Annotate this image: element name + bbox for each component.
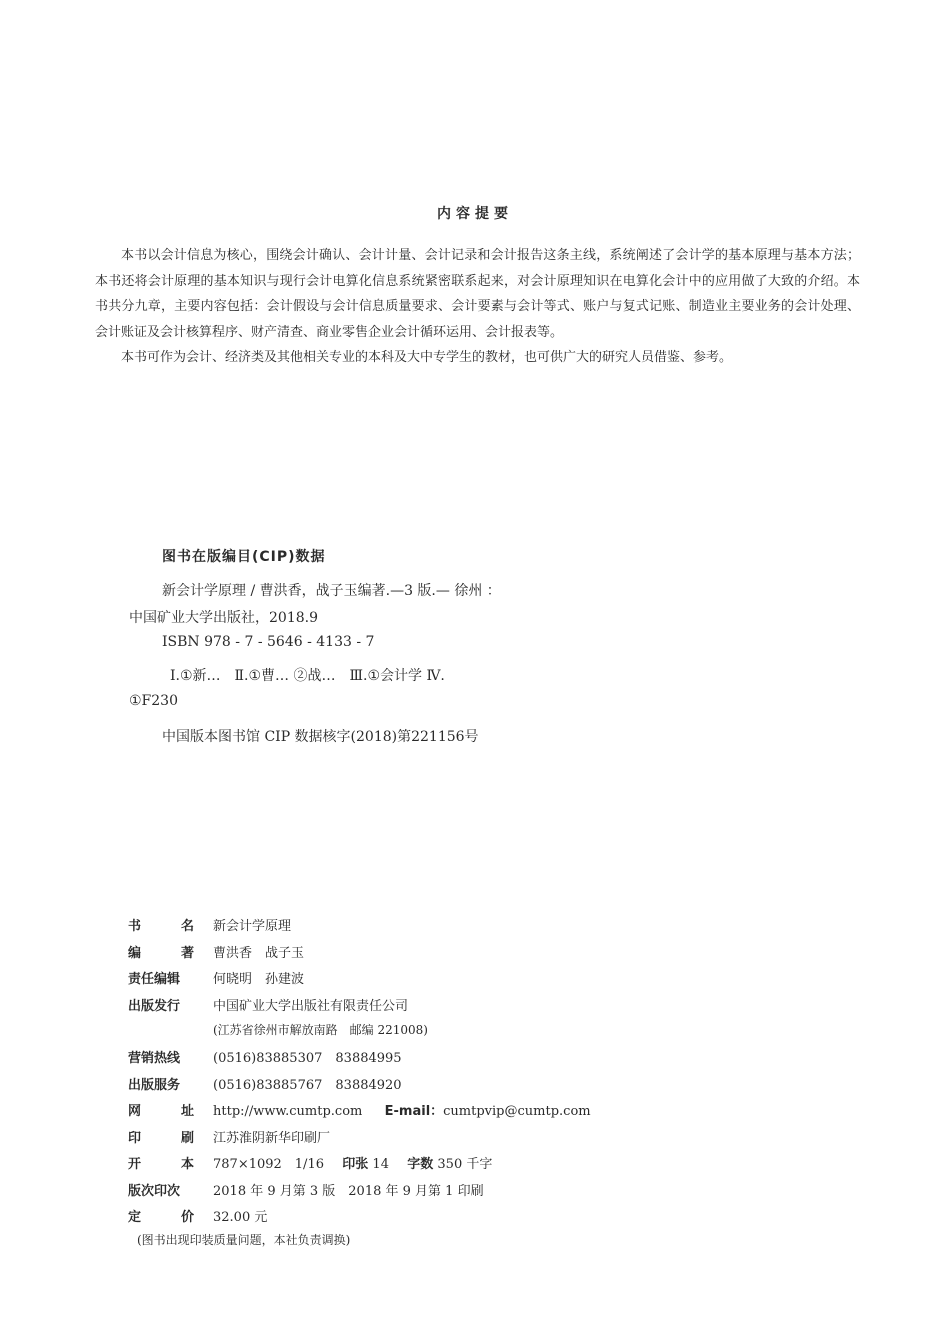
value-authors: 曹洪香 战子玉 [213, 946, 305, 961]
website-link[interactable]: http://www.cumtp.com [213, 1104, 363, 1119]
label-editors: 责任编辑 [128, 972, 181, 987]
cip-title: 图书在版编目(CIP)数据 [162, 549, 326, 565]
publisher-address: (江苏省徐州市解放南路 邮编 221008) [213, 1023, 428, 1037]
sheets-label: 印张 [342, 1157, 369, 1172]
cip-class-code: ①F230 [129, 693, 178, 709]
label-format: 开 本 [128, 1157, 194, 1172]
label-price: 定 价 [128, 1210, 194, 1225]
value-service: (0516)83885767 83884920 [213, 1078, 402, 1093]
label-service: 出版服务 [128, 1078, 181, 1093]
value-hotline: (0516)83885307 83884995 [213, 1051, 402, 1066]
value-format [213, 1153, 492, 1172]
email-link[interactable]: cumtpvip@cumtp.com [443, 1104, 591, 1119]
summary-paragraph-1: 本书以会计信息为核心，围绕会计确认、会计计量、会计记录和会计报告这条主线，系统阐述了会计学的基本原理与基本方法；本书还将会计原理的基本知识与现行会计电算化信息系统紧密联系起来，对会计原理知识在电算化会计中的应用做了大致的介绍。本书共分九章，主要内容包括：会计假设与会计信息质量要求、会计要素与会计等式、账户与复式记账、制造业主要业务的会计处理、会计账证及会计核算程序、财产清查、商业零售企业会计循环运用、会计报表等。 [95, 248, 860, 340]
label-edition: 版次印次 [128, 1184, 181, 1199]
cip-isbn: ISBN 978 - 7 - 5646 - 4133 - 7 [162, 634, 375, 650]
summary-paragraph-2: 本书可作为会计、经济类及其他相关专业的本科及大中专学生的教材，也可供广大的研究人员借鉴、参考。 [121, 350, 733, 365]
value-publisher: 中国矿业大学出版社有限责任公司 [213, 999, 409, 1014]
label-authors: 编 著 [128, 946, 194, 961]
value-edition: 2018 年 9 月第 3 版 2018 年 9 月第 1 印刷 [213, 1184, 484, 1199]
label-printer: 印 刷 [128, 1131, 194, 1146]
words-value: 350 千字 [437, 1157, 493, 1172]
value-printer: 江苏淮阴新华印刷厂 [213, 1131, 331, 1146]
cip-classification: Ⅰ.①新… Ⅱ.①曹… ②战… Ⅲ.①会计学 Ⅳ. [170, 668, 445, 684]
email-label: E-mail： [384, 1104, 444, 1119]
cip-verification: 中国版本图书馆 CIP 数据核字(2018)第221156号 [162, 729, 479, 745]
cip-line-2: 中国矿业大学出版社，2018.9 [129, 610, 318, 626]
label-publisher: 出版发行 [128, 999, 181, 1014]
value-website [213, 1100, 591, 1119]
cip-line-1: 新会计学原理 / 曹洪香，战子玉编著.—3 版.— 徐州 ： [162, 583, 501, 599]
value-editors: 何晓明 孙建波 [213, 972, 305, 987]
label-website: 网 址 [128, 1104, 194, 1119]
quality-note: (图书出现印装质量问题，本社负责调换) [137, 1233, 351, 1247]
format-size: 787×1092 1/16 [213, 1157, 324, 1172]
label-hotline: 营销热线 [128, 1051, 181, 1066]
label-title: 书 名 [128, 919, 194, 934]
sheets-value: 14 [372, 1157, 389, 1172]
value-title: 新会计学原理 [213, 919, 292, 934]
words-label: 字数 [407, 1157, 434, 1172]
summary-title: 内容提要 [437, 206, 513, 222]
summary-body [95, 243, 860, 371]
value-price: 32.00 元 [213, 1210, 268, 1225]
